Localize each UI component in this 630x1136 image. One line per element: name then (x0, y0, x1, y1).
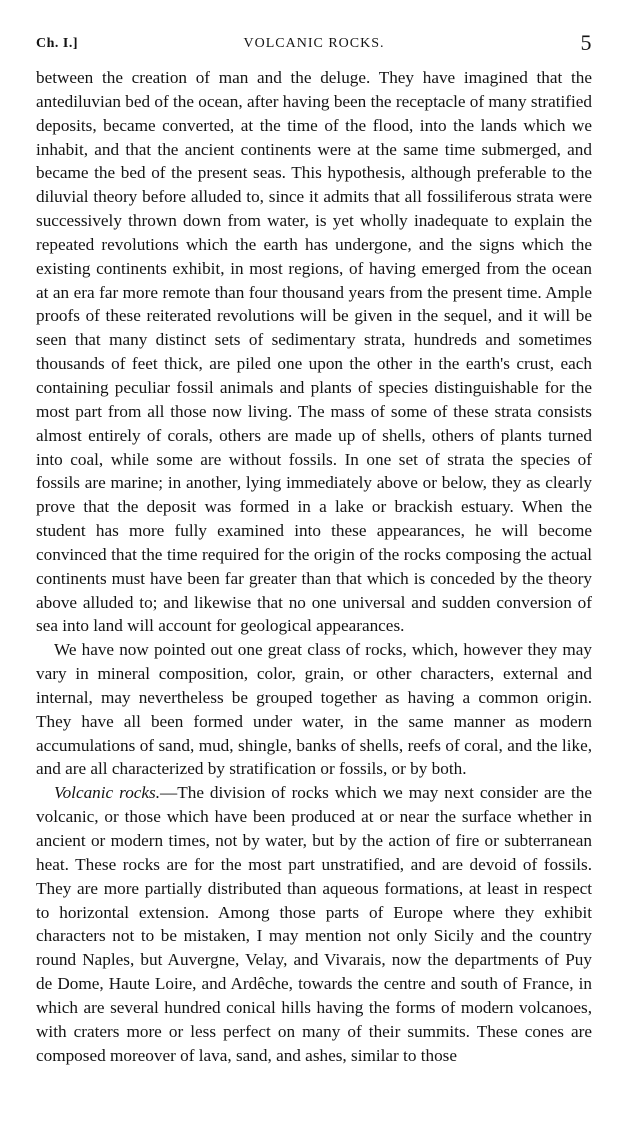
page-number: 5 (580, 30, 592, 55)
book-page (36, 30, 592, 1067)
body-text (36, 66, 592, 1067)
running-head (36, 30, 592, 66)
paragraph-continuation: between the creation of man and the deluge. They have imagined that the antediluvian bed of the ocean, after having been the receptacle of many stratified deposits, became converted, at the time of the flood, into the lands which we inhabit, and that the ancient continents were at the same time submerged, and became the bed of the present seas. This hypothesis, although preferable to the diluvial theory before alluded to, since it admits that all fossiliferous strata were successively thrown down from water, is yet wholly inadequate to explain the repeated revolutions which the earth has undergone, and the signs which the existing continents exhibit, in most regions, of having emerged from the ocean at an era far more remote than four thousand years from the present time. Ample proofs of these reiterated revolutions will be given in the sequel, and it will be seen that many distinct sets of sedimentary strata, hundreds and sometimes thousands of feet thick, are piled one upon the other in the earth's crust, each containing peculiar fossil animals and plants of species distinguishable for the most part from all those now living. The mass of some of these strata consists almost entirely of corals, others are made up of shells, others of plants turned into coal, while some are without fossils. In one set of strata the species of fossils are marine; in another, lying immediately above or below, they as clearly prove that the deposit was formed in a lake or brackish estuary. When the student has more fully examined into these appearances, he will become convinced that the time required for the origin of the rocks composing the actual continents must have been far greater than that which is conceded by the theory above alluded to; and likewise that no one universal and sudden conversion of sea into land will account for geological appearances. (36, 68, 592, 636)
chapter-marker: Ch. I.] (36, 36, 79, 51)
paragraph-volcanic-rocks (36, 781, 592, 1067)
section-lead-italic: Volcanic rocks. (54, 783, 161, 803)
paragraph-volcanic-text: —The division of rocks which we may next consider are the volcanic, or those which have been produced at or near the surface whether in ancient or modern times, not by water, but by the action of fire or subterranean heat. These rocks are for the most part unstratified, and are devoid of fossils. They are more partially distributed than aqueous formations, at least in respect to horizontal extension. Among those parts of Europe where they exhibit characters not to be mistaken, I may mention not only Sicily and the country round Naples, but Auvergne, Velay, and Vivarais, now the departments of Puy de Dome, Haute Loire, and Ardêche, towards the centre and south of France, in which are several hundred conical hills having the forms of modern volcanoes, with craters more or less perfect on many of their summits. These cones are composed moreover of lava, sand, and ashes, similar to those (36, 783, 592, 1065)
running-title: VOLCANIC ROCKS. (243, 36, 385, 51)
paragraph-aqueous-summary: We have now pointed out one great class of rocks, which, however they may vary in mineral composition, color, grain, or other characters, external and internal, may nevertheless be grouped together as having a common origin. They have all been formed under water, in the same manner as modern accumulations of sand, mud, shingle, banks of shells, reefs of coral, and the like, and are all characterized by stratification or fossils, or by both. (36, 640, 592, 779)
